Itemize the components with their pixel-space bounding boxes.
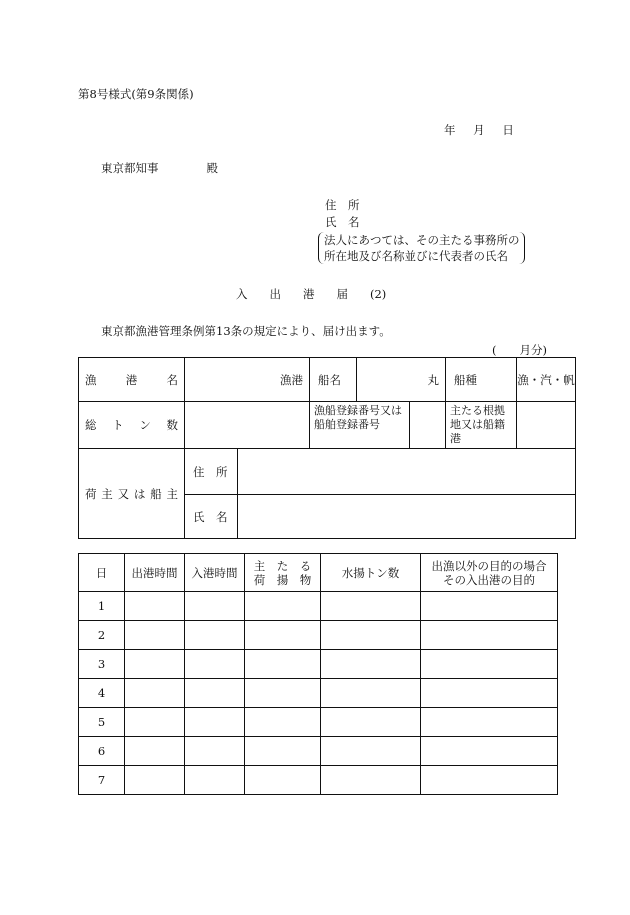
applicant-note-line2: 所在地及び名称並びに代表者の氏名 [324, 249, 508, 263]
row-day: 3 [79, 650, 125, 679]
title-char: 出 [269, 287, 281, 301]
registration-number-label: 漁船登録番号又は船舶登録番号 [310, 402, 410, 449]
header-purpose [421, 554, 558, 592]
title-char: 届 [336, 287, 348, 301]
date-day: 日 [502, 123, 514, 137]
arrival-time-cell[interactable] [185, 766, 245, 795]
row-day: 1 [79, 592, 125, 621]
arrival-time-cell[interactable] [185, 650, 245, 679]
row-day: 6 [79, 737, 125, 766]
purpose-cell[interactable] [421, 592, 558, 621]
departure-time-cell[interactable] [125, 679, 185, 708]
title-char: 入 [236, 287, 248, 301]
cargo-cell[interactable] [245, 621, 321, 650]
purpose-cell[interactable] [421, 766, 558, 795]
base-port-label: 主たる根拠地又は船籍港 [446, 402, 517, 449]
owner-label: 荷主又は船主 [79, 449, 185, 539]
date-month: 月 [473, 123, 485, 137]
header-main-cargo-line2: 荷 揚 物 [253, 572, 312, 587]
departure-time-cell[interactable] [125, 766, 185, 795]
arrival-time-cell[interactable] [185, 708, 245, 737]
addressee-honorific: 殿 [206, 161, 218, 175]
departure-time-cell[interactable] [125, 621, 185, 650]
port-log-table [78, 553, 558, 795]
owner-address-field[interactable] [238, 449, 576, 495]
tonnage-cell[interactable] [321, 592, 421, 621]
cargo-cell[interactable] [245, 679, 321, 708]
form-number: 第8号様式(第9条関係) [78, 87, 194, 101]
departure-time-cell[interactable] [125, 737, 185, 766]
cargo-cell[interactable] [245, 708, 321, 737]
applicant-name-label: 氏 名 [325, 215, 360, 229]
departure-time-cell[interactable] [125, 650, 185, 679]
tonnage-cell[interactable] [321, 737, 421, 766]
date-line [444, 122, 528, 138]
addressee-name: 東京都知事 [101, 161, 159, 175]
table-row [79, 650, 558, 679]
tonnage-label: 総 ト ン 数 [79, 402, 185, 449]
table-row [79, 737, 558, 766]
port-name-label: 漁 港 名 [79, 358, 185, 402]
row-day: 2 [79, 621, 125, 650]
header-purpose-line2: その入出港の目的 [443, 572, 535, 587]
purpose-cell[interactable] [421, 650, 558, 679]
arrival-time-cell[interactable] [185, 737, 245, 766]
tonnage-cell[interactable] [321, 708, 421, 737]
statement: 東京都漁港管理条例第13条の規定により、届け出ます。 [101, 324, 391, 338]
arrival-time-cell[interactable] [185, 679, 245, 708]
departure-time-cell[interactable] [125, 592, 185, 621]
cargo-cell[interactable] [245, 592, 321, 621]
table-row [79, 766, 558, 795]
header-main-cargo-line1: 主 た る [253, 558, 312, 573]
header-departure-time: 出港時間 [125, 554, 185, 592]
tonnage-cell[interactable] [321, 679, 421, 708]
table-row [79, 679, 558, 708]
ship-name-label: 船名 [310, 358, 357, 402]
row-day: 4 [79, 679, 125, 708]
row-day: 7 [79, 766, 125, 795]
table-row [79, 708, 558, 737]
month-note: ( 月分) [492, 343, 547, 357]
vessel-info-table [78, 357, 576, 539]
table-row [79, 592, 558, 621]
departure-time-cell[interactable] [125, 708, 185, 737]
table-row [79, 621, 558, 650]
applicant-address-label: 住 所 [325, 198, 360, 212]
cargo-cell[interactable] [245, 650, 321, 679]
purpose-cell[interactable] [421, 737, 558, 766]
cargo-cell[interactable] [245, 766, 321, 795]
tonnage-cell[interactable] [321, 621, 421, 650]
ship-type-field[interactable]: 漁・汽・帆 [517, 358, 576, 402]
arrival-time-cell[interactable] [185, 621, 245, 650]
addressee [101, 160, 218, 176]
date-year: 年 [444, 123, 456, 137]
ship-name-field[interactable]: 丸 [357, 358, 446, 402]
registration-number-field[interactable] [410, 402, 446, 449]
applicant-block [325, 197, 360, 231]
owner-name-field[interactable] [238, 495, 576, 539]
title-char: 港 [303, 287, 315, 301]
header-arrival-time: 入港時間 [185, 554, 245, 592]
tonnage-cell[interactable] [321, 650, 421, 679]
cargo-cell[interactable] [245, 737, 321, 766]
header-purpose-line1: 出漁以外の目的の場合 [431, 558, 547, 573]
arrival-time-cell[interactable] [185, 592, 245, 621]
port-name-field[interactable]: 漁港 [185, 358, 310, 402]
title-number: (2) [370, 287, 387, 301]
header-day: 日 [79, 554, 125, 592]
owner-address-label: 住 所 [185, 449, 238, 495]
purpose-cell[interactable] [421, 621, 558, 650]
applicant-note [318, 232, 525, 264]
purpose-cell[interactable] [421, 708, 558, 737]
header-main-cargo [245, 554, 321, 592]
purpose-cell[interactable] [421, 679, 558, 708]
applicant-note-line1: 法人にあつては、その主たる事務所の [324, 233, 520, 247]
owner-name-label: 氏 名 [185, 495, 238, 539]
document-title [236, 286, 408, 302]
ship-type-label: 船種 [446, 358, 517, 402]
row-day: 5 [79, 708, 125, 737]
tonnage-field[interactable] [185, 402, 310, 449]
header-landing-tonnage: 水揚トン数 [321, 554, 421, 592]
tonnage-cell[interactable] [321, 766, 421, 795]
base-port-field[interactable] [517, 402, 576, 449]
